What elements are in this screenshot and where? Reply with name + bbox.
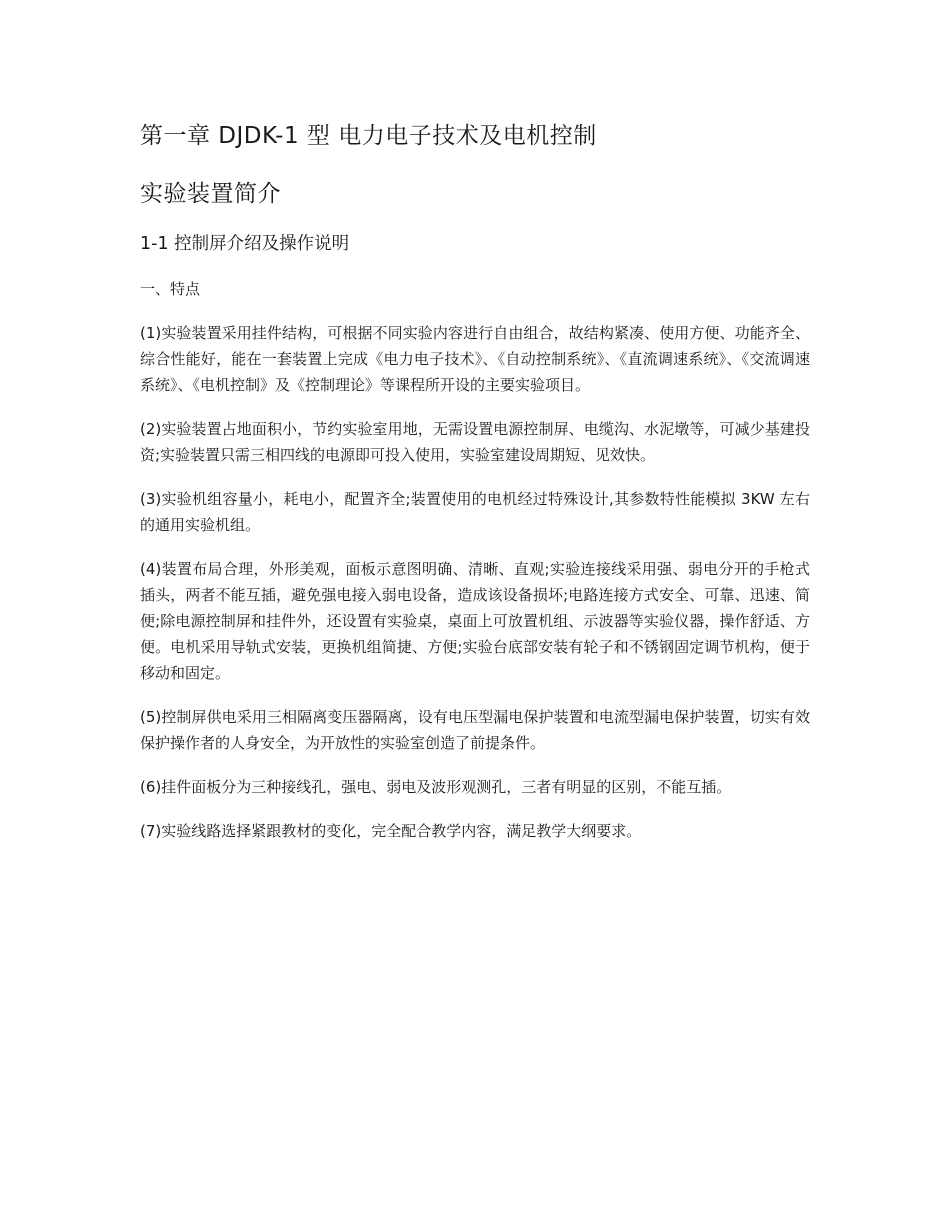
paragraph-1: (1)实验装置采用挂件结构，可根据不同实验内容进行自由组合，故结构紧凑、使用方便、功能齐全、综合性能好，能在一套装置上完成《电力电子技术》、《自动控制系统》、《直流调速系统》、《交流调速系统》、《电机控制》及《控制理论》等课程所开设的主要实验项目。 (140, 324, 810, 394)
paragraph-7: (7)实验线路选择紧跟教材的变化，完全配合教学内容，满足教学大纲要求。 (140, 822, 642, 840)
section-title: 1-1 控制屏介绍及操作说明 (140, 234, 350, 254)
chapter-title-line2: 实验装置简介 (140, 181, 281, 207)
paragraph-2: (2)实验装置占地面积小，节约实验室用地，无需设置电源控制屏、电缆沟、水泥墩等，可减少基建投资;实验装置只需三相四线的电源即可投入使用，实验室建设周期短、见效快。 (140, 420, 810, 464)
document-page (140, 118, 810, 862)
paragraph-6: (6)挂件面板分为三种接线孔，强电、弱电及波形观测孔，三者有明显的区别，不能互插。 (140, 778, 732, 796)
chapter-title-line1: 第一章 DJDK-1 型 电力电子技术及电机控制 (140, 123, 597, 149)
paragraph-3: (3)实验机组容量小，耗电小，配置齐全;装置使用的电机经过特殊设计,其参数特性能模拟 3KW 左右的通用实验机组。 (140, 490, 810, 534)
paragraph-4: (4)装置布局合理，外形美观，面板示意图明确、清晰、直观;实验连接线采用强、弱电分开的手枪式插头，两者不能互插，避免强电接入弱电设备，造成该设备损坏;电路连接方式安全、可靠、迅速、简便;除电源控制屏和挂件外，还设置有实验桌，桌面上可放置机组、示波器等实验仪器，操作舒适、方便。电机采用导轨式安装，更换机组简捷、方便;实验台底部安装有轮子和不锈钢固定调节机构，便于移动和固定。 (140, 560, 810, 682)
subsection-title: 一、特点 (140, 280, 201, 298)
paragraph-5: (5)控制屏供电采用三相隔离变压器隔离，设有电压型漏电保护装置和电流型漏电保护装置，切实有效保护操作者的人身安全，为开放性的实验室创造了前提条件。 (140, 708, 810, 752)
